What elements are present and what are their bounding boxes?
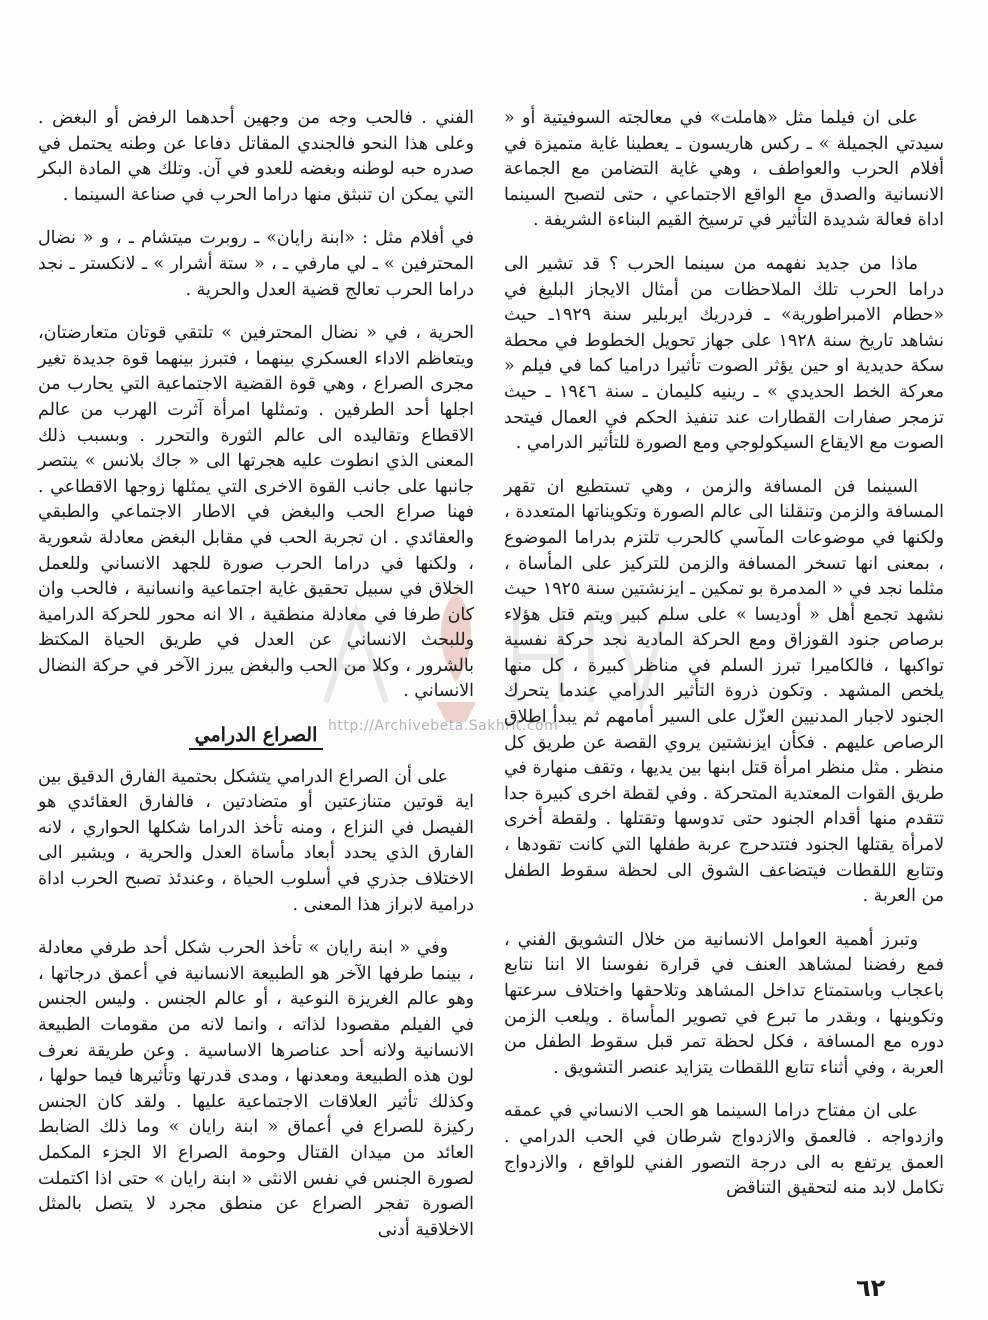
paragraph: على ان مفتاح دراما السينما هو الحب الانساني في عمقه وازدواجه . فالعمق والازدواج شرطان في الحب الدرامي . العمق يرتفع به الى درجة التصور الفني للواقع ، والازدواج تكامل لابد منه لتحقيق التناقض: [504, 1101, 944, 1199]
section-heading: [38, 723, 474, 749]
paragraph: السينما فن المسافة والزمن ، وهي تستطيع ان تقهر المسافة والزمن وتنقلنا الى عالم الصورة وتكويناتها المتعددة ، ولكنها في موضوعات المآسي كالحرب تلتزم بدراما الموضوع ، بمعنى انها تسخر المسافة والزمن للتركيز على المأساة ، مثلما نجد في « المدمرة بو تمكين ـ ايزنشتين سنة ١٩٢٥ حيث نشهد تجمع أهل « أوديسا » على سلم كبير ويتم قتل هؤلاء برصاص جنود القوزاق ومع الحركة المادية نجد حركة نفسية تواكبها ، فالكاميرا تبرز السلم في مناظر كبيرة ، كل منها يلخص المشهد . وتكون ذروة التأثير الدرامي عندما يتحرك الجنود لاجبار المدنيين العزّل على السير أمامهم ثم يبدأ اطلاق الرصاص عليهم . فكأن ايزنشتين يروي القصة عن طريق كل منظر . مثل منظر امرأة قتل ابنها بين يديها ، وتقف منهارة في طريق القوات المعتدية المتحركة . وفي لقطة اخرى كبيرة جدا تتقدم منها أقدام الجنود حتى تدوسها وتقتلها . ولقطة أخرى لامرأة يقتلها الجنود فتتدحرج عربة طفلها التي كانت تقودها ، وتتابع اللقطات فيتضاعف الشوق الى لحظة سقوط الطفل من العربة .: [504, 476, 944, 907]
section-heading-text: الصراع الدرامي: [189, 724, 324, 750]
left-column: [38, 106, 474, 1253]
archive-watermark-url: http://Archivebeta.Sakhrit.com: [328, 718, 559, 734]
paragraph: وفي « ابنة رايان » تأخذ الحرب شكل أحد طرفي معادلة ، بينما طرفها الآخر هو الطبيعة الانسانية في أعمق درجاتها ، وهو عالم الغريزة النوعية ، أو عالم الجنس . وليس الجنس في الفيلم مقصودا لذاته ، وانما لانه من مقومات الطبيعة الانسانية ولانه أحد عناصرها الاساسية . وعن طريقة نعرف لون هذه الطبيعة ومعدنها ، ومدى قدرتها وتأثيرها فيما حولها ، وكذلك تأثير العلاقات الاجتماعية عليها . ولقد كان الجنس ركيزة للصراع في أعماق « ابنة رايان » وما ذلك الضابط العائد من ميدان القتال وحومة الصراع الا الجزء المكمل لصورة الجنس في نفس الانثى « ابنة رايان » حتى اذا اكتملت الصورة تفجر الصراع عن منطق مجرد لا يتصل بالمثل الاخلاقية أدنى: [38, 938, 474, 1240]
paragraph: على ان فيلما مثل «هاملت» في معالجته السوفيتية أو « سيدتي الجميلة » ـ ركس هاريسون ـ يعطينا غاية متميزة في أفلام الحرب والعواطف ، وهي غاية التضامن مع الجماعة الانسانية والصدق مع الواقع الاجتماعي ، حتى لتصبح السينما اداة فعالة شديدة التأثير في ترسيخ القيم البناءة الشريفة .: [504, 108, 944, 231]
paragraph: وتبرز أهمية العوامل الانسانية من خلال التشويق الفني ، فمع رفضنا لمشاهد العنف في قرارة نفوسنا الا اننا نتابع باعجاب وباستمتاع تداخل المشاهد وتلاحقها واختلاف سرعتها وتكوينها ، وبقدر ما تبرع في تصوير المأساة . ويلعب الزمن دوره مع المسافة ، فكل لحظة تمر قبل سقوط الطفل من العربة ، وفي أثناء تتابع اللقطات يتزايد عنصر التشويق .: [504, 929, 944, 1078]
paragraph: ماذا من جديد نفهمه من سينما الحرب ؟ قد تشير الى دراما الحرب تلك الملاحظات من أمثال الايجاز البليغ في «حطام الامبراطورية» ـ فردريك ايربلير سنة ١٩٢٩ـ حيث نشاهد تاريخ سنة ١٩٢٨ على جهاز تحويل الخطوط في محطة سكة حديدية او حين يؤثر الصوت تأثيرا دراميا كما في فيلم « معركة الخط الحديدي » ـ رينيه كليمان ـ سنة ١٩٤٦ ـ حيث تزمجر صفارات القطارات عند تنفيذ الحكم في العمال فيتحد الصوت مع الايقاع السيكولوجي ومع الصورة للتأثير الدرامي .: [504, 253, 944, 454]
paragraph: على أن الصراع الدرامي يتشكل بحتمية الفارق الدقيق بين اية قوتين متنازعتين أو متضادتين ، فالفارق العقائدي هو الفيصل في النزاع ، ومنه تأخذ الدراما شكلها الحواري ، لانه الفارق الذي يحدد أبعاد مأساة العدل والحرية ، ويشير الى الاختلاف جذري في أسلوب الحياة ، وعندئذ تصبح الحرب اداة درامية لابراز هذا المعنى .: [38, 766, 474, 915]
page-number: ٦٢: [856, 1274, 886, 1302]
paragraph: الفني . فالحب وجه من وجهين أحدهما الرفض أو البغض . وعلى هذا النحو فالجندي المقاتل دفاعا عن وطنه يحتمل في صدره حبه لوطنه وبغضه للعدو في آن. وتلك هي المادة البكر التي يمكن ان تنبثق منها دراما الحرب في صناعة السينما .: [38, 108, 474, 205]
right-column: [504, 106, 944, 1212]
paragraph: الحرية ، في « نضال المحترفين » تلتقي قوتان متعارضتان، ويتعاظم الاداء العسكري بينهما ، فتبرز بينهما قوة جديدة تغير مجرى الصراع ، وهي قوة القضية الاجتماعية التي يحارب من اجلها أحد الطرفين . وتمثلها امرأة آثرت الهرب من عالم الاقطاع وتقاليده الى عالم الثورة والتحرر . وبسبب ذلك المعنى الذي انطوت عليه هجرتها الى « جاك بلانس » ينتصر جانبها على جانب القوة الاخرى التي يمثلها زوجها الاقطاعي . فهنا صراع الحب والبغض في الاطار الاجتماعي والطبقي والعقائدي . ان تجربة الحب في مقابل البغض معادلة شعورية ، ولكنها في دراما الحرب صورة للجهد الانساني وللعمل الخلاق في سبيل تحقيق غاية اجتماعية وانسانية ، فالحب وان كان طرفا في معادلة منطقية ، الا انه محور للحركة الدرامية وللبحث الانساني عن العدل في طريق الحياة المكتظ بالشرور ، وكلا من الحب والبغض يبرز الآخر في حركة النضال الانساني .: [38, 323, 474, 702]
paragraph: في أفلام مثل : «ابنة رايان» ـ روبرت ميتشام ـ ، و « نضال المحترفين » ـ لي مارفي ـ ، « ستة أشرار » ـ لانكستر ـ نجد دراما الحرب تعالج قضية العدل والحرية .: [38, 228, 474, 300]
